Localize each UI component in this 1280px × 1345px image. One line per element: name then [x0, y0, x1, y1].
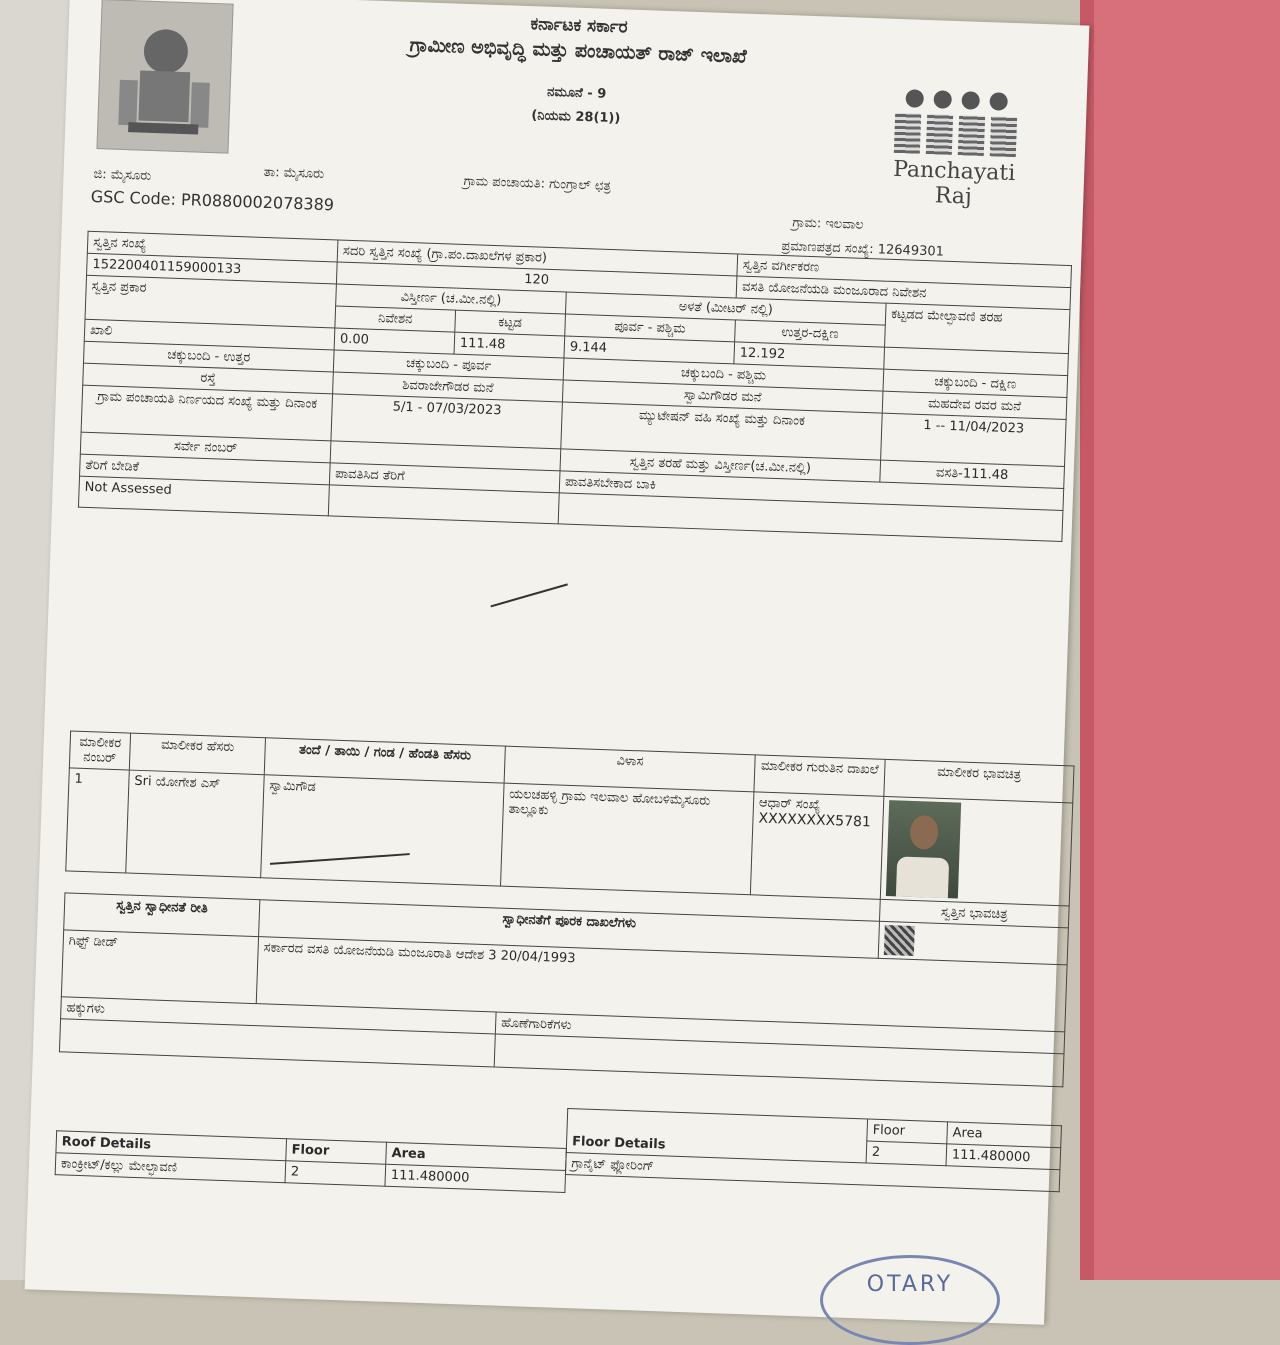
prop-no-label: ಸ್ವತ್ತಿನ ಸಂಖ್ಯೆ	[87, 231, 338, 262]
owner-relative: ಸ್ವಾಮಿಗೌಡ	[261, 775, 504, 886]
panchayati-raj-logo	[878, 88, 1032, 213]
type-label: ಸ್ವತ್ತಿನ ಪ್ರಕಾರ	[85, 275, 336, 328]
type-area-value: ವಸತಿ-111.48	[880, 460, 1065, 488]
south-value: ಮಹದೇವ ರವರ ಮನೆ	[882, 391, 1067, 419]
floor-title: Floor Details	[566, 1109, 867, 1163]
owner-id-value: XXXXXXXX5781	[758, 810, 872, 831]
ew-value: 9.144	[564, 336, 735, 364]
gram-panchayat: ಗ್ರಾಮ ಪಂಚಾಯತಿ: ಗುಂಗ್ರಾಲ್ ಛತ್ರ	[463, 173, 612, 194]
tax-paid-label: ಪಾವತಿಸಿದ ತೆರಿಗೆ	[329, 463, 560, 493]
tax-demand-value: Not Assessed	[78, 476, 329, 516]
class-value: ವಸತಿ ಯೋಜನೆಯಡಿ ಮಂಜೂರಾದ ನಿವೇಶನ	[736, 276, 1071, 310]
acquisition-method-value: ಗಿಫ್ಟ್ ಡೀಡ್	[61, 930, 258, 1004]
department-title: ಗ್ರಾಮೀಣ ಅಭಿವೃದ್ಧಿ ಮತ್ತು ಪಂಚಾಯತ್ ರಾಜ್ ಇಲಾಖೆ	[409, 33, 747, 68]
owner-id-type: ಆಧಾರ್ ಸಂಖ್ಯೆ	[758, 795, 821, 813]
taluk: ತಾ: ಮೈಸೂರು	[263, 164, 325, 182]
photo-header: ಮಾಲೀಕರ ಭಾವಚಿತ್ರ	[884, 759, 1074, 803]
id-header: ಮಾಲೀಕರ ಗುರುತಿನ ದಾಖಲೆ	[754, 755, 885, 797]
gp-resolution-label: ಗ್ರಾಮ ಪಂಚಾಯತಿ ನಿರ್ಣಯದ ಸಂಖ್ಯೆ ಮತ್ತು ದಿನಾಂಕ	[81, 385, 332, 441]
roof-type: ಕಾಂಕ್ರೀಟ್/ಕಲ್ಲು ಮೇಲ್ಛಾವಣಿ	[55, 1153, 286, 1183]
roof-details-table	[55, 1130, 567, 1193]
tax-balance-label: ಪಾವತಿಸಬೇಕಾದ ಬಾಕಿ	[559, 471, 1063, 511]
west-value: ಸ್ವಾಮಿಗೌಡರ ಮನೆ	[562, 380, 883, 413]
roof-floor-header: Floor	[286, 1139, 387, 1164]
acquisition-method-label: ಸ್ವತ್ತಿನ ಸ್ವಾಧೀನತೆ ರೀತಿ	[64, 893, 260, 937]
tax-demand-label: ತೆರಿಗೆ ಬೇಡಿಕೆ	[80, 454, 331, 485]
village: ಗ್ರಾಮ: ಇಲವಾಲ	[792, 215, 864, 233]
property-photo-label: ಸ್ವತ್ತಿನ ಭಾವಚಿತ್ರ	[879, 899, 1069, 928]
rights-label: ಹಕ್ಕುಗಳು	[61, 997, 497, 1034]
gp-no-value: 120	[336, 262, 737, 298]
survey-label: ಸರ್ವೇ ನಂಬರ್	[80, 432, 331, 463]
owner-address: ಯಲಚಹಳ್ಳಿ ಗ್ರಾಮ ಇಲವಾಲ ಹೋಬಳಿಮೈಸೂರು ತಾಲ್ಲೂಕು	[500, 783, 753, 895]
east-value: ಶಿವರಾಜೇಗೌಡರ ಮನೆ	[333, 372, 564, 402]
owner-table	[59, 730, 1075, 1087]
mutation-value: 1 -- 11/04/2023	[881, 413, 1067, 466]
address-header: ವಿಳಾಸ	[504, 746, 755, 792]
owner-name: Sri ಯೋಗೇಶ ಎಸ್	[126, 770, 265, 878]
liabilities-label: ಹೊಣೆಗಾರಿಕೆಗಳು	[495, 1012, 1064, 1054]
owner-no-header: ಮಾಲೀಕರ ನಂಬರ್	[69, 731, 130, 770]
acquisition-docs-label: ಸ್ವಾಧೀನತೆಗೆ ಪೂರಕ ದಾಖಲೆಗಳು	[259, 900, 880, 959]
north-value: ರಸ್ತೆ	[83, 363, 334, 394]
district: ಜಿ: ಮೈಸೂರು	[93, 166, 152, 184]
class-label: ಸ್ವತ್ತಿನ ವರ್ಗೀಕರಣ	[737, 254, 1072, 288]
floor-area-value: 111.480000	[946, 1144, 1061, 1170]
ns-label: ಉತ್ತರ-ದಕ್ಷಿಣ	[735, 320, 886, 347]
certificate-number: ಪ್ರಮಾಣಪತ್ರದ ಸಂಖ್ಯೆ: 12649301	[781, 238, 945, 260]
owner-no: 1	[66, 768, 130, 873]
dims-label: ಅಳತೆ (ಮೀಟರ್ ನಲ್ಲಿ)	[565, 292, 886, 325]
west-label: ಚಕ್ಕುಬಂದಿ - ಪಶ್ಚಿಮ	[563, 358, 884, 391]
logo-text: Panchayati Raj	[892, 156, 1016, 210]
signature-stroke	[490, 583, 567, 607]
roof-floor: 2	[285, 1161, 386, 1186]
ew-label: ಪೂರ್ವ - ಪಶ್ಚಿಮ	[565, 314, 736, 342]
floor-value: 2	[866, 1141, 947, 1166]
gsc-code: GSC Code: PR0880002078389	[90, 186, 335, 215]
mutation-label: ಮ್ಯುಟೇಷನ್ ವಹಿ ಸಂಖ್ಯೆ ಮತ್ತು ದಿನಾಂಕ	[561, 402, 882, 460]
floor-area-header: Area	[947, 1122, 1062, 1148]
area-label: ವಿಸ್ತೀರ್ಣ (ಚ.ಮೀ.ನಲ್ಲಿ)	[336, 284, 567, 314]
north-label: ಚಕ್ಕುಬಂದಿ - ಉತ್ತರ	[83, 341, 334, 372]
relative-header: ತಂದೆ / ತಾಯಿ / ಗಂಡ / ಹೆಂಡತಿ ಹೆಸರು	[264, 738, 505, 783]
type-area-label: ಸ್ವತ್ತಿನ ತರಹೆ ಮತ್ತು ವಿಸ್ತೀರ್ಣ(ಚ.ಮೀ.ನಲ್ಲಿ)	[560, 449, 881, 482]
roof-area: 111.480000	[385, 1164, 566, 1192]
form-number: ನಮೂನೆ - 9	[546, 84, 607, 102]
site-label: ನಿವೇಶನ	[335, 306, 456, 332]
form9-document	[25, 0, 1090, 1325]
type-value: ಖಾಲಿ	[84, 319, 335, 350]
floor-header: Floor	[867, 1119, 948, 1144]
prop-no-value: 152200401159000133	[87, 253, 338, 284]
building-label: ಕಟ್ಟಡ	[455, 310, 566, 336]
notary-stamp: OTARY	[820, 1255, 1000, 1345]
property-photo	[884, 925, 915, 956]
owner-photo	[886, 800, 961, 898]
roof-type-label: ಕಟ್ಟಡದ ಮೇಲ್ಛಾವಣಿ ತರಹ	[885, 303, 1070, 353]
floor-details-table	[565, 1108, 1062, 1192]
ns-value: 12.192	[734, 342, 885, 369]
building-value: 111.48	[454, 332, 565, 358]
red-folder	[1080, 0, 1280, 1280]
roof-title: Roof Details	[56, 1131, 287, 1161]
east-label: ಚಕ್ಕುಬಂದಿ - ಪೂರ್ವ	[333, 350, 564, 380]
south-label: ಚಕ್ಕುಬಂದಿ - ದಕ್ಷಿಣ	[883, 369, 1068, 397]
gp-no-label: ಸದರಿ ಸ್ವತ್ತಿನ ಸಂಖ್ಯೆ (ಗ್ರಾ.ಪಂ.ದಾಖಲೆಗಳ ಪ್ರಕಾರ)	[337, 240, 738, 276]
site-value: 0.00	[334, 328, 455, 354]
rule-reference: (ನಿಯಮ 28(1))	[531, 108, 621, 127]
acquisition-docs-value: ಸರ್ಕಾರದ ವಸತಿ ಯೋಜನೆಯಡಿ ಮಂಜೂರಾತಿ ಆದೇಶ 3 20/04/1993	[256, 937, 1067, 1032]
roof-area-header: Area	[386, 1142, 567, 1170]
property-table	[78, 231, 1072, 542]
gp-resolution-value: 5/1 - 07/03/2023	[331, 394, 563, 449]
owner-name-header: ಮಾಲೀಕರ ಹೆಸರು	[129, 733, 265, 775]
floor-type: ಗ್ರಾನೈಟ್ ಫ್ಲೋರಿಂಗ್	[565, 1153, 1059, 1192]
govt-title: ಕರ್ನಾಟಕ ಸರ್ಕಾರ	[530, 14, 628, 38]
